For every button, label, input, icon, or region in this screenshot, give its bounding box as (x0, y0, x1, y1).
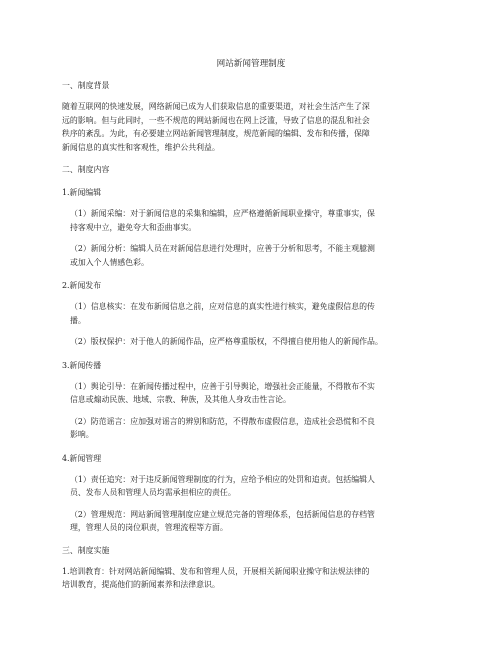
text-line: 播。 (70, 315, 86, 325)
text-line: 随着互联网的快速发展，网络新闻已成为人们获取信息的重要渠道，对社会生活产生了深 (62, 102, 370, 111)
subsection-heading-spreading: 3.新闻传播 (62, 360, 102, 370)
text-line: （1）责任追究：对于违反新闻管理制度的行为，应给予相应的处罚和追责。包括编辑人 (70, 474, 375, 484)
implementation-item-1 (62, 565, 440, 592)
text-line: （2）防范谣言：应加强对谣言的辨别和防范，不得散布虚假信息，造成社会恐慌和不良 (70, 416, 375, 426)
text-line: （2）管理规范：网站新闻管理制度应建立规范完备的管理体系，包括新闻信息的存档管 (70, 509, 375, 519)
text-line: 秩序的紊乱。为此，有必要建立网站新闻管理制度，规范新闻的编辑、发布和传播，保障 (62, 129, 370, 138)
text-line: 远的影响。但与此同时，一些不规范的网站新闻也在网上泛滥，导致了信息的混乱和社会 (62, 115, 370, 125)
editing-item-1 (70, 207, 440, 234)
section-heading-background: 一、制度背景 (62, 81, 110, 90)
text-line: 1.培训教育：针对网站新闻编辑、发布和管理人员，开展相关新闻职业操守和法规法律的 (62, 566, 370, 576)
text-line: （1）信息核实：在发布新闻信息之前，应对信息的真实性进行核实，避免虚假信息的传 (70, 302, 375, 311)
text-line: 持客观中立，避免夸大和歪曲事实。 (70, 222, 197, 232)
editing-item-2 (70, 242, 440, 269)
management-item-2 (70, 508, 440, 535)
text-line: 员、发布人员和管理人员均需承担相应的责任。 (70, 488, 236, 497)
subsection-heading-publishing: 2.新闻发布 (62, 281, 102, 290)
text-line: （1）舆论引导：在新闻传播过程中，应善于引导舆论，增强社会正能量，不得散布不实 (70, 381, 375, 391)
document-title: 网站新闻管理制度 (216, 59, 286, 69)
section-heading-implementation: 三、制度实施 (62, 545, 110, 555)
subsection-heading-editing: 1.新闻编辑 (62, 188, 102, 197)
background-paragraph (62, 100, 440, 154)
management-item-1 (70, 473, 440, 500)
subsection-heading-management: 4.新闻管理 (62, 453, 102, 463)
text-line: 新闻信息的真实性和客观性，维护公共利益。 (62, 142, 220, 152)
text-line: 培训教育，提高他们的新闻素养和法律意识。 (62, 580, 220, 589)
text-line: 或加入个人情感色彩。 (70, 257, 149, 267)
publishing-item-2 (70, 335, 440, 349)
publishing-item-1 (70, 300, 440, 327)
text-line: （1）新闻采编：对于新闻信息的采集和编辑，应严格遵循新闻职业操守，尊重事实，保 (70, 209, 375, 218)
spreading-item-1 (70, 380, 440, 407)
text-line: 理，管理人员的岗位职责，管理流程等方面。 (70, 523, 228, 532)
text-line: （2）新闻分析：编辑人员在对新闻信息进行处理时，应善于分析和思考，不能主观臆测 (70, 244, 375, 253)
spreading-item-2 (70, 415, 440, 442)
text-line: 信息或煽动民族、地域、宗教、种族，及其他人身攻击性言论。 (70, 395, 291, 404)
text-line: （2）版权保护：对于他人的新闻作品，应严格尊重版权，不得擅自使用他人的新闻作品。 (70, 337, 383, 346)
text-line: 影响。 (70, 430, 94, 439)
section-heading-content: 二、制度内容 (62, 165, 110, 174)
